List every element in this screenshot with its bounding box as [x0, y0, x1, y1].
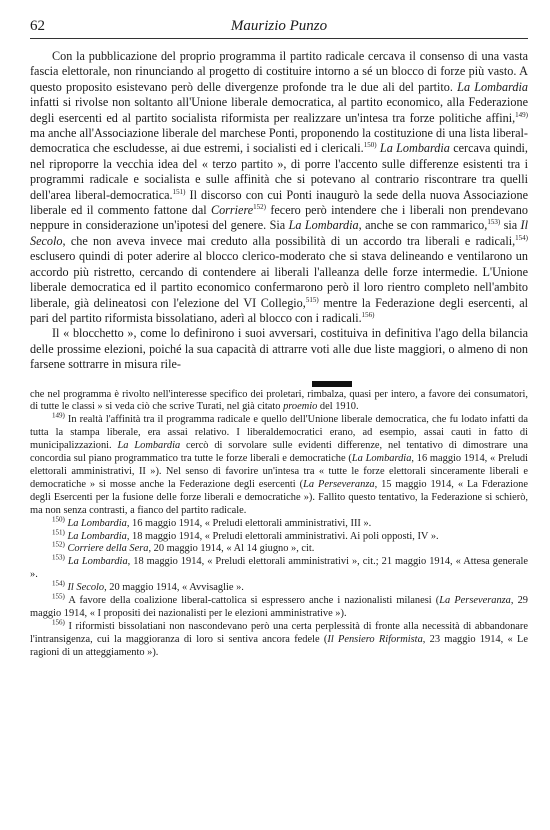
text-run: ma anche all'Associazione liberale del marchese Ponti, proponendo la costituzione di una lista liberal-democratica che escludesse, ai due estremi, i socialisti ed i clericali. [30, 126, 528, 156]
page-number: 62 [30, 18, 45, 34]
footnote-ref: 151) [52, 528, 65, 537]
italic-title: La Lombardia [351, 453, 412, 465]
main-text [30, 49, 528, 373]
italic-title: La Lombardia [379, 141, 450, 156]
text-run: , anche se con rammarico, [358, 218, 488, 233]
footnotes [30, 389, 528, 660]
footnote-ref: 151) [172, 187, 186, 196]
text-run: infatti si rivolse non soltanto all'Unione liberale democratica, al partito economico, alla Federazione degli esercenti ed al partito socialista riformista per realizzare un'intesa tra forze politiche affini, [30, 95, 528, 125]
footnote-ref: 154) [52, 579, 65, 588]
italic-title: Corriere della Sera [67, 543, 149, 555]
text-run: fecero però intendere che i liberali non prendevano neppure in considerazione un'ipotesi del genere. Sia [30, 203, 528, 233]
body-paragraph [30, 326, 528, 372]
footnote-ref: 152) [253, 203, 266, 211]
text-run: , 16 maggio 1914, « Preludi elettorali amministrativi, III ». [126, 517, 372, 529]
text-run: cercava quindi, nel riproporre la vecchia idea del « terzo partito », di porre l'accento sulle differenze esistenti tra i programmi radicale e socialista e sulle affinità che si potevano al contrario riscontrare tra quelli dell'area liberal-democratica. [30, 141, 528, 202]
text-run: esclusero quindi di poter aderire al blocco clerico-moderato che si stava delineando e ventilarono un accordo più ristretto, cercando di contendere ai liberali l'alleanza delle forze intermedie. L'Unione liberale democratica ed il partito economico confermarono però il loro rientro completo nell'ambito liberale, già delineatosi con l'elezione del VI Collegio, [30, 249, 528, 310]
text-run: , 18 maggio 1914, « Preludi elettorali amministrativi », cit.; 21 maggio 1914, « Attesa generale ». [30, 556, 528, 581]
footnote-ref: 150) [363, 141, 377, 150]
text-run: , 18 maggio 1914, « Preludi elettorali amministrativi. Ai poli opposti, IV ». [126, 530, 439, 542]
text-run: , 15 maggio 1914, « La Fderazione degli Esercenti per la fusione delle forze liberali e democratiche »). Fallito questo tentativo, la Federazione si schierò, ma non senza contrasti, a fianco del partito radicale. [30, 478, 528, 516]
text-run: sia [500, 218, 521, 233]
text-run: , 20 maggio 1914, « Al 14 giugno », cit. [148, 543, 315, 555]
footnote-ref: 154) [515, 233, 528, 242]
italic-title: La Lombardia [67, 517, 127, 529]
redaction-mark [312, 381, 352, 387]
text-run: del 1910. [317, 401, 359, 413]
italic-title: proemio [283, 401, 318, 413]
footnote-ref: 153) [487, 218, 501, 227]
footnote [30, 618, 528, 660]
footnote-ref: 155) [52, 592, 65, 601]
footnote-ref: 156) [361, 310, 375, 319]
footnote [30, 579, 528, 595]
text-run: Con la pubblicazione del proprio programma il partito radicale cercava il consenso di una vasta fascia elettorale, non rinunciando al progetto di costituire intorno a sé un blocco di forze più vasto. A questo proposito esistevano però delle divergenze profonde tra le due ali del partito. [30, 49, 528, 94]
footnote [30, 592, 528, 621]
italic-title: La Lombardia [67, 556, 128, 568]
footnote [30, 540, 528, 556]
italic-title: La Perseveranza [303, 478, 375, 490]
footnote [30, 528, 528, 544]
text-run: In realtà l'affinità tra il programma radicale e quello dell'Unione liberale democratica, che fu lodato infatti da tutta la stampa liberale, era assai relativo. I liberaldemocratici erano, ad esempio, assai cauti in fatto di municipalizzazioni. [30, 414, 528, 452]
footnote-ref: 153) [52, 553, 65, 562]
text-run: A favore della coalizione liberal-cattolica si espressero anche i nazionalisti milanesi ( [64, 595, 440, 607]
italic-title: Il Secolo [67, 582, 105, 594]
footnote-continuation [30, 389, 528, 415]
footnote-ref: 150) [52, 515, 65, 524]
footnote-ref: 156) [52, 618, 65, 627]
body-paragraph [30, 49, 528, 326]
italic-title: La Lombardia [457, 79, 528, 94]
italic-title: Corriere [210, 203, 254, 218]
text-run: Il « blocchetto », come lo definirono i suoi avversari, costituiva in definitiva l'ago della bilancia delle prossime elezioni, poiché la sua capacità di attrarre voti alle due liste maggiori, o almeno di non farsene sottrarre in misura rile- [30, 326, 528, 372]
text-run: Il discorso con cui Ponti inaugurò la sede della nuova Associazione liberale ed il commento fattone dal [30, 187, 528, 218]
text-run: , 16 maggio 1914, « Preludi elettorali amministrativi, II »). Nel senso di favorire un'intesa tra « tutte le forze elettorali sinceramente liberali e democratiche » si mosse anche la Federazione degli esercenti ( [30, 453, 528, 490]
italic-title: La Lombardia [288, 218, 359, 233]
italic-title: Il Secolo [30, 218, 528, 248]
text-run: , che non aveva invece mai creduto alla possibilità di un accordo tra liberali e radicali, [62, 233, 516, 248]
text-run: che nel programma è rivolto nell'interesse specifico dei proletari, rimbalza, quasi per intero, a favore dei consumatori, di tutte le classi » si veda ciò che scrive Turati, nel già citato [30, 388, 528, 413]
text-run: mentre la Federazione degli esercenti, al pari del partito riformista bissolatiano, aderì al blocco con i radicali. [30, 295, 528, 325]
text-run: cercò di sorvolare sulle evidenti differenze, nel tentativo di dimostrare una concordia sul piano programmatico tra tutte le forze liberali e democratiche ( [30, 440, 528, 465]
italic-title: La Lombardia [117, 440, 181, 452]
italic-title: La Lombardia [67, 530, 127, 542]
text-run: , 23 maggio 1914, « Le ragioni di un atteggiamento »). [30, 633, 528, 658]
footnote-ref: 149) [515, 110, 528, 119]
italic-title: Il Pensiero Riformista [327, 633, 423, 645]
text-run: I riformisti bissolatiani non nascondevano però una certa perplessità di fronte alla necessità di abbandonare l'intransigenza, cui la maggioranza di loro si sentiva ancora fedele ( [30, 620, 528, 645]
italic-title: La Perseveranza [439, 595, 511, 607]
footnote-ref: 152) [52, 540, 65, 549]
text-run: , 29 maggio 1914, « I propositi dei nazionalisti per le elezioni amministrative »). [30, 595, 528, 619]
footnote [30, 553, 528, 582]
running-title: Maurizio Punzo [230, 18, 328, 34]
footnote [30, 515, 528, 531]
footnote [30, 411, 528, 517]
page-header [30, 14, 528, 39]
footnote-ref: 515) [305, 295, 319, 304]
text-run: , 20 maggio 1914, « Avvisaglie ». [104, 582, 244, 594]
footnote-ref: 149) [52, 411, 65, 420]
